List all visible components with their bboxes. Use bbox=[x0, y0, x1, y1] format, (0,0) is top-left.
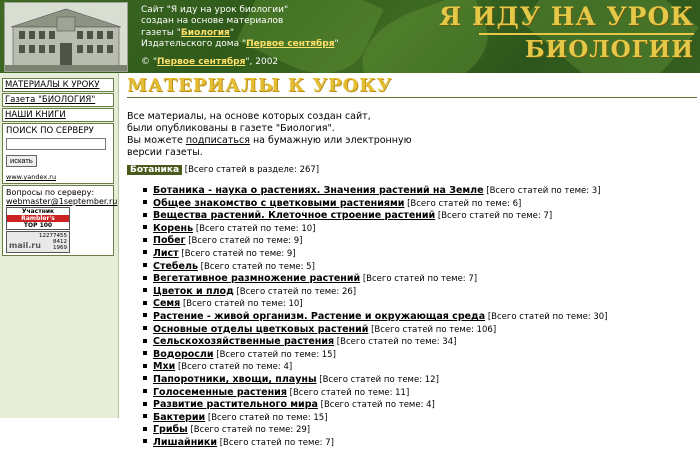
copyright bbox=[141, 57, 278, 67]
topic-item bbox=[143, 185, 697, 198]
topic-item bbox=[143, 311, 697, 324]
counter-value2: 8412 bbox=[53, 239, 67, 245]
bullet-square-icon bbox=[143, 200, 147, 204]
topic-link[interactable]: Побег bbox=[153, 235, 186, 247]
header-line: Сайт "Я иду на урок биологии" bbox=[141, 5, 289, 15]
topic-link[interactable]: Вещества растений. Клеточное строение растений bbox=[153, 210, 436, 222]
topic-link[interactable]: Водоросли bbox=[153, 348, 214, 360]
topic-list bbox=[127, 185, 697, 449]
topic-link[interactable]: Корень bbox=[153, 222, 194, 234]
intro-line: Все материалы, на основе которых создан сайт, bbox=[127, 111, 371, 122]
bullet-square-icon bbox=[143, 427, 147, 431]
topic-link[interactable]: Голосеменные растения bbox=[153, 386, 287, 398]
site-title-line2: БИОЛОГИИ bbox=[524, 36, 694, 63]
first-september-link[interactable]: Первое сентября bbox=[246, 38, 335, 49]
topic-item bbox=[143, 349, 697, 362]
topic-link[interactable]: Развитие растительного мира bbox=[153, 399, 318, 411]
topic-item bbox=[143, 235, 697, 248]
topic-link[interactable]: Вегетативное размножение растений bbox=[153, 273, 361, 285]
header-line bbox=[141, 39, 339, 50]
bullet-square-icon bbox=[143, 313, 147, 317]
bullet-square-icon bbox=[143, 301, 147, 305]
topic-count: [Всего статей по теме: 6] bbox=[407, 198, 522, 209]
bullet-square-icon bbox=[143, 439, 147, 443]
bullet-square-icon bbox=[143, 389, 147, 393]
topic-count: [Всего статей по теме: 7] bbox=[437, 211, 553, 222]
topic-item bbox=[143, 324, 697, 337]
bullet-square-icon bbox=[143, 276, 147, 280]
rambler-line2: Rambler's bbox=[7, 215, 69, 222]
topic-count: [Всего статей по теме: 12] bbox=[319, 374, 439, 385]
topic-link[interactable]: Сельскохозяйственные растения bbox=[153, 336, 335, 348]
topic-item bbox=[143, 198, 697, 211]
header-description bbox=[141, 5, 339, 50]
intro-fragment: на бумажную или электронную bbox=[249, 135, 412, 146]
bullet-square-icon bbox=[143, 188, 147, 192]
topic-link[interactable]: Лист bbox=[153, 247, 179, 259]
topic-link[interactable]: Цветок и плод bbox=[153, 285, 234, 297]
sidebar-link-materials[interactable]: МАТЕРИАЛЫ К УРОКУ bbox=[2, 78, 114, 92]
topic-link[interactable]: Лишайники bbox=[153, 436, 218, 448]
bullet-square-icon bbox=[143, 213, 147, 217]
topic-item bbox=[143, 361, 697, 374]
topic-link[interactable]: Бактерии bbox=[153, 411, 206, 423]
intro-fragment: Вы можете bbox=[127, 135, 186, 146]
rambler-top100-badge[interactable] bbox=[6, 207, 70, 230]
title-underline bbox=[127, 97, 697, 98]
topic-link[interactable]: Грибы bbox=[153, 424, 188, 436]
counter-value3: 1969 bbox=[53, 245, 67, 251]
bullet-square-icon bbox=[143, 288, 147, 292]
topic-item bbox=[143, 286, 697, 299]
topic-item bbox=[143, 223, 697, 236]
topic-count: [Всего статей по теме: 15] bbox=[207, 412, 328, 423]
search-box bbox=[2, 123, 114, 184]
subscribe-link[interactable]: подписаться bbox=[185, 135, 250, 146]
yandex-link[interactable]: www.yandex.ru bbox=[6, 173, 57, 181]
school-building-logo[interactable] bbox=[4, 2, 128, 72]
topic-count: [Всего статей по теме: 29] bbox=[190, 425, 311, 436]
search-input[interactable] bbox=[6, 138, 106, 150]
topic-item bbox=[143, 298, 697, 311]
header-text-fragment: Издательского дома " bbox=[141, 38, 247, 49]
bullet-square-icon bbox=[143, 250, 147, 254]
topic-count: [Всего статей по теме: 9] bbox=[181, 248, 296, 259]
topic-link[interactable]: Стебель bbox=[153, 260, 198, 272]
copyright-suffix: ", 2002 bbox=[245, 57, 279, 67]
bullet-square-icon bbox=[143, 376, 147, 380]
sidebar bbox=[0, 73, 119, 418]
topic-count: [Всего статей по теме: 30] bbox=[487, 311, 608, 322]
topic-item bbox=[143, 336, 697, 349]
header-text-fragment: " bbox=[334, 38, 339, 49]
bullet-square-icon bbox=[143, 351, 147, 355]
intro-text bbox=[127, 111, 697, 159]
sidebar-link-newspaper[interactable]: Газета "БИОЛОГИЯ" bbox=[2, 93, 114, 107]
bullet-square-icon bbox=[143, 402, 147, 406]
topic-link[interactable]: Ботаника - наука о растениях. Значения растений на Земле bbox=[153, 185, 484, 196]
topic-item bbox=[143, 374, 697, 387]
header-line: создан на основе материалов bbox=[141, 16, 284, 27]
bullet-square-icon bbox=[143, 225, 147, 229]
topic-count: [Всего статей по теме: 34] bbox=[336, 337, 457, 348]
topic-count: [Всего статей по теме: 106] bbox=[371, 324, 497, 335]
topic-count: [Всего статей по теме: 4] bbox=[177, 362, 293, 373]
header-text-fragment: газеты " bbox=[141, 27, 181, 38]
topic-item bbox=[143, 210, 697, 223]
bullet-square-icon bbox=[143, 238, 147, 242]
rambler-line3: TOP 100 bbox=[23, 222, 53, 229]
topic-item bbox=[143, 437, 697, 449]
topic-link[interactable]: Папоротники, хвощи, плауны bbox=[153, 373, 317, 385]
topic-link[interactable]: Основные отделы цветковых растений bbox=[153, 323, 369, 335]
header bbox=[0, 0, 700, 73]
section-badge-botany[interactable]: Ботаника bbox=[127, 165, 182, 175]
topic-link[interactable]: Растение - живой организм. Растение и окружающая среда bbox=[153, 310, 486, 322]
header-line bbox=[141, 28, 339, 39]
mailru-counter[interactable] bbox=[6, 231, 70, 253]
questions-box bbox=[2, 185, 118, 256]
topic-count: [Всего статей по теме: 11] bbox=[289, 387, 410, 398]
mailru-brand: mail.ru bbox=[9, 241, 41, 250]
copyright-link[interactable]: Первое сентября bbox=[157, 57, 246, 67]
school-building-icon bbox=[5, 3, 127, 71]
rambler-line1: Участник bbox=[21, 208, 55, 215]
topic-count: [Всего статей по теме: 7] bbox=[362, 274, 478, 285]
topic-link[interactable]: Семя bbox=[153, 298, 181, 310]
topic-count: [Всего статей по теме: 10] bbox=[182, 299, 303, 310]
topic-count: [Всего статей по теме: 15] bbox=[216, 349, 336, 360]
bullet-square-icon bbox=[143, 326, 147, 330]
topic-count: [Всего статей по теме: 3] bbox=[486, 186, 601, 196]
topic-count: [Всего статей по теме: 26] bbox=[236, 286, 357, 297]
page-title: МАТЕРИАЛЫ К УРОКУ bbox=[127, 75, 393, 96]
intro-line: версии газеты. bbox=[127, 147, 203, 158]
main-content bbox=[127, 73, 697, 449]
search-button[interactable]: искать bbox=[6, 155, 37, 167]
header-text-fragment: " bbox=[229, 27, 234, 38]
topic-item bbox=[143, 387, 697, 400]
topic-count: [Всего статей по теме: 10] bbox=[195, 223, 316, 234]
topic-count: [Всего статей по теме: 4] bbox=[320, 400, 435, 411]
topic-item bbox=[143, 424, 697, 437]
topic-item bbox=[143, 248, 697, 261]
biology-newspaper-link[interactable]: Биология bbox=[180, 27, 230, 38]
bullet-square-icon bbox=[143, 263, 147, 267]
copyright-prefix: © " bbox=[141, 57, 158, 67]
counter-value1: 12277455 bbox=[39, 233, 67, 239]
topic-item bbox=[143, 261, 697, 274]
site-title-line1: Я ИДУ НА УРОК bbox=[439, 2, 694, 31]
intro-line: были опубликованы в газете "Биология". bbox=[127, 123, 335, 134]
bullet-square-icon bbox=[143, 339, 147, 343]
topic-count: [Всего статей по теме: 9] bbox=[188, 236, 303, 247]
intro-line bbox=[127, 135, 697, 147]
topic-item bbox=[143, 273, 697, 286]
title-divider bbox=[479, 33, 694, 35]
topic-count: [Всего статей по теме: 7] bbox=[219, 437, 334, 448]
section-header bbox=[127, 165, 697, 175]
topic-count: [Всего статей по теме: 5] bbox=[200, 261, 315, 272]
webmaster-email-link[interactable]: webmaster@1september.ru bbox=[6, 197, 118, 206]
sidebar-link-books[interactable]: НАШИ КНИГИ bbox=[2, 108, 114, 122]
topic-link[interactable]: Мхи bbox=[153, 361, 176, 373]
topic-item bbox=[143, 399, 697, 412]
search-title: ПОИСК ПО СЕРВЕРУ bbox=[6, 126, 94, 136]
section-count: [Всего статей в разделе: 267] bbox=[184, 165, 320, 175]
questions-label: Вопросы по серверу: bbox=[6, 188, 95, 197]
topic-link[interactable]: Общее знакомство с цветковыми растениями bbox=[153, 197, 405, 209]
bullet-square-icon bbox=[143, 364, 147, 368]
